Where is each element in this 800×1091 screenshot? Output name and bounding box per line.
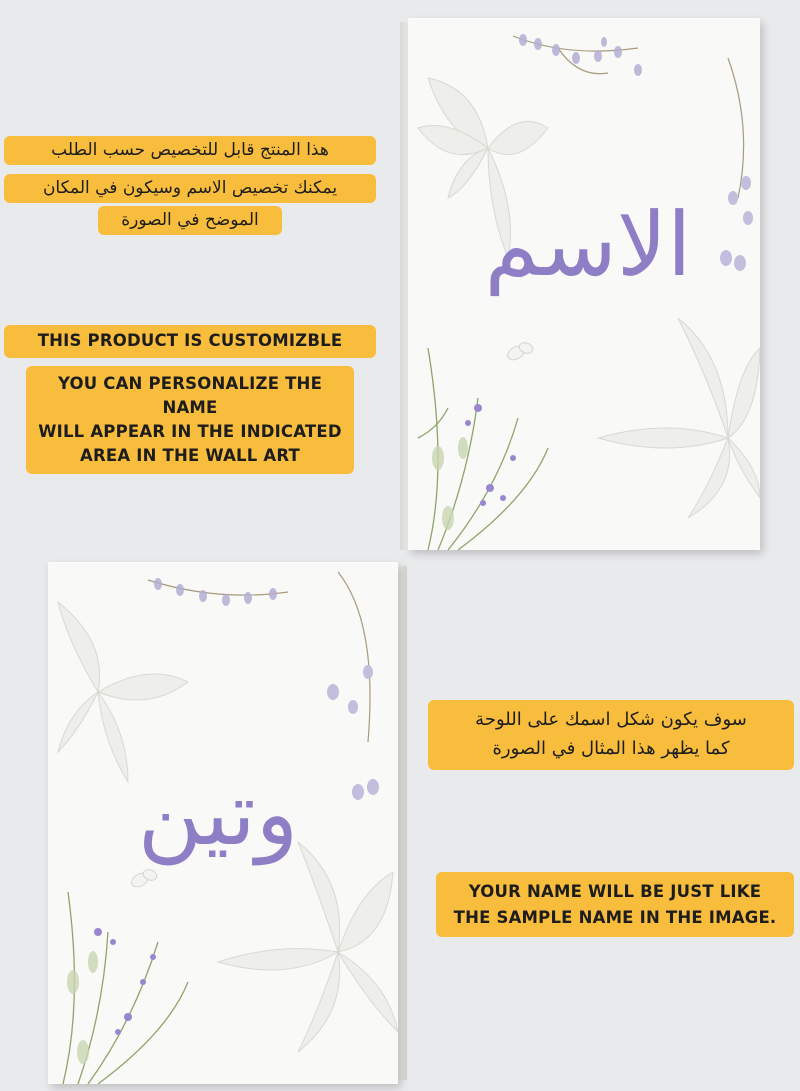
label-ar-line3: الموضح في الصورة bbox=[121, 210, 259, 230]
canvas-bottom bbox=[48, 562, 398, 1084]
label-ar-location bbox=[98, 206, 282, 235]
label-en-title: THIS PRODUCT IS CUSTOMIZBLE bbox=[37, 331, 343, 350]
butterfly-icon bbox=[505, 341, 534, 363]
label-ar-bottom2: كما يظهر هذا المثال في الصورة bbox=[492, 737, 730, 759]
lily-flower-icon bbox=[598, 318, 760, 518]
canvas-top-name: الاسم bbox=[484, 193, 692, 296]
label-ar-bottom1: سوف يكون شكل اسمك على اللوحة bbox=[475, 709, 747, 730]
label-ar-line2: يمكنك تخصيص الاسم وسيكون في المكان bbox=[42, 178, 338, 198]
label-ar-personalize bbox=[4, 174, 376, 203]
label-en-personalize bbox=[26, 366, 354, 474]
label-en-sample bbox=[436, 872, 794, 937]
berry-branch-icon bbox=[148, 572, 370, 742]
label-en-line2: WILL APPEAR IN THE INDICATED bbox=[38, 421, 342, 441]
label-en-bottom2: THE SAMPLE NAME IN THE IMAGE. bbox=[453, 907, 777, 927]
label-ar-customizable bbox=[4, 136, 376, 165]
label-en-bottom1: YOUR NAME WILL BE JUST LIKE bbox=[468, 882, 762, 901]
label-ar-sample bbox=[428, 700, 794, 770]
lily-flower-icon bbox=[58, 602, 188, 782]
canvas-top bbox=[408, 18, 760, 550]
label-en-line1: YOU CAN PERSONALIZE THE NAME bbox=[57, 374, 323, 417]
lily-flower-icon bbox=[218, 842, 398, 1052]
label-ar-line1: هذا المنتج قابل للتخصيص حسب الطلب bbox=[51, 140, 329, 160]
berry-branch-icon bbox=[513, 36, 744, 198]
label-en-line3: AREA IN THE WALL ART bbox=[79, 445, 301, 465]
butterfly-icon bbox=[129, 868, 158, 890]
canvas-bottom-name: وتين bbox=[137, 762, 299, 865]
label-en-customizable bbox=[4, 325, 376, 358]
